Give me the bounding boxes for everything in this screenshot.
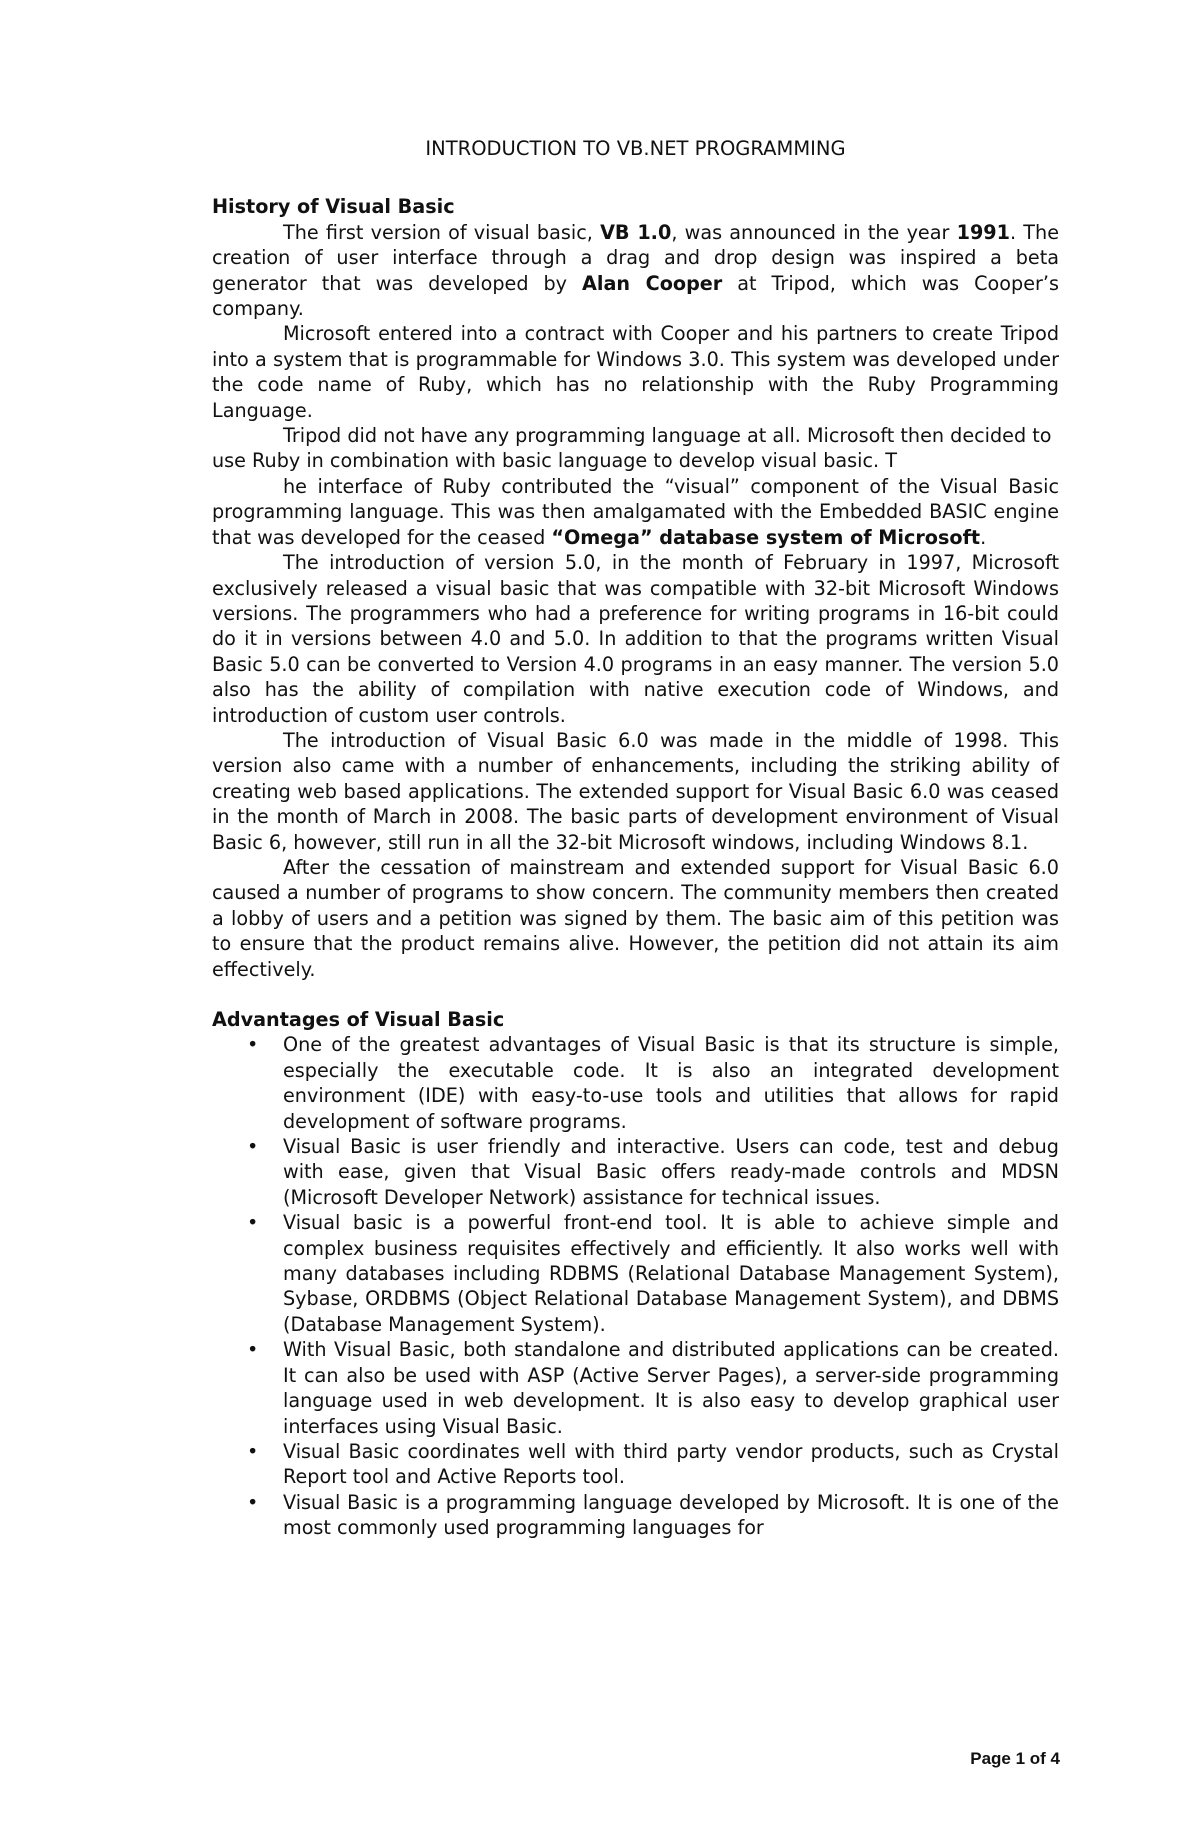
list-item: • One of the greatest advantages of Visual Basic is that its structure is simple, especially the executable code. It is also an integrated development environment (IDE) with easy-to-use tools and utilities that allows for rapid development of software programs. [247, 1033, 1059, 1133]
history-paragraph-4: he interface of Ruby contributed the “visual” component of the Visual Basic programming language. This was then amalgamated with the Embedded BASIC engine that was developed for the ceased “Omega” database system of Microsoft. [212, 474, 1059, 549]
list-item: • Visual Basic coordinates well with third party vendor products, such as Crystal Report tool and Active Reports tool. [247, 1439, 1059, 1489]
history-paragraph-3: Tripod did not have any programming language at all. Microsoft then decided to use Ruby in combination with basic language to develop visual basic. T [212, 424, 1052, 473]
list-item: • Visual Basic is a programming language developed by Microsoft. It is one of the most commonly used programming languages for [247, 1490, 1059, 1540]
history-paragraph-5: The introduction of version 5.0, in the month of February in 1997, Microsoft exclusively released a visual basic that was compatible with 32-bit Microsoft Windows versions. The programmers who had a preference for writing programs in 16-bit could do it in versions between 4.0 and 5.0. In addition to that the programs written Visual Basic 5.0 can be converted to Version 4.0 programs in an easy manner. The version 5.0 also has the ability of compilation with native execution code of Windows, and introduction of custom user controls. [212, 551, 1059, 727]
history-paragraph-7: After the cessation of mainstream and extended support for Visual Basic 6.0 caused a number of programs to show concern. The community members then created a lobby of users and a petition was signed by them. The basic aim of this petition was to ensure that the product remains alive. However, the petition did not attain its aim effectively. [212, 855, 1059, 981]
bullet-icon: • [247, 1033, 259, 1057]
bullet-icon: • [247, 1490, 259, 1514]
document-title: INTRODUCTION TO VB.NET PROGRAMMING [425, 137, 846, 160]
list-item: • Visual basic is a powerful front-end tool. It is able to achieve simple and complex business requisites effectively and efficiently. It also works well with many databases including RDBMS (Relational Database Management System), Sybase, ORDBMS (Object Relational Database Management System), and DBMS (Database Management System). [247, 1211, 1059, 1336]
section-gap [212, 982, 1059, 1007]
history-heading: History of Visual Basic [212, 195, 455, 219]
bullet-icon: • [247, 1439, 259, 1463]
bullet-icon: • [247, 1211, 259, 1235]
bullet-icon: • [247, 1338, 259, 1362]
history-paragraph-6: The introduction of Visual Basic 6.0 was made in the middle of 1998. This version also came with a number of enhancements, including the striking ability of creating web based applications. The extended support for Visual Basic 6.0 was ceased in the month of March in 2008. The basic parts of development environment of Visual Basic 6, however, still run in all the 32-bit Microsoft windows, including Windows 8.1. [212, 728, 1059, 854]
list-item: • Visual Basic is user friendly and interactive. Users can code, test and debug with ease, given that Visual Basic offers ready-made controls and MDSN (Microsoft Developer Network) assistance for technical issues. [247, 1135, 1059, 1209]
history-paragraph-1: The first version of visual basic, VB 1.0, was announced in the year 1991. The creation of user interface through a drag and drop design was inspired a beta generator that was developed by Alan Cooper at Tripod, which was Cooper’s company. [212, 220, 1059, 321]
advantages-list [212, 1032, 1059, 1540]
advantages-heading: Advantages of Visual Basic [212, 1008, 505, 1031]
history-paragraph-2: Microsoft entered into a contract with Cooper and his partners to create Tripod into a system that is programmable for Windows 3.0. This system was developed under the code name of Ruby, which has no relationship with the Ruby Programming Language. [212, 322, 1059, 422]
bullet-icon: • [247, 1135, 259, 1159]
document-body [212, 136, 1059, 1541]
page-number: Page 1 of 4 [970, 1749, 1060, 1768]
list-item: • With Visual Basic, both standalone and distributed applications can be created. It can also be used with ASP (Active Server Pages), a server-side programming language used in web development. It is also easy to develop graphical user interfaces using Visual Basic. [247, 1338, 1059, 1438]
